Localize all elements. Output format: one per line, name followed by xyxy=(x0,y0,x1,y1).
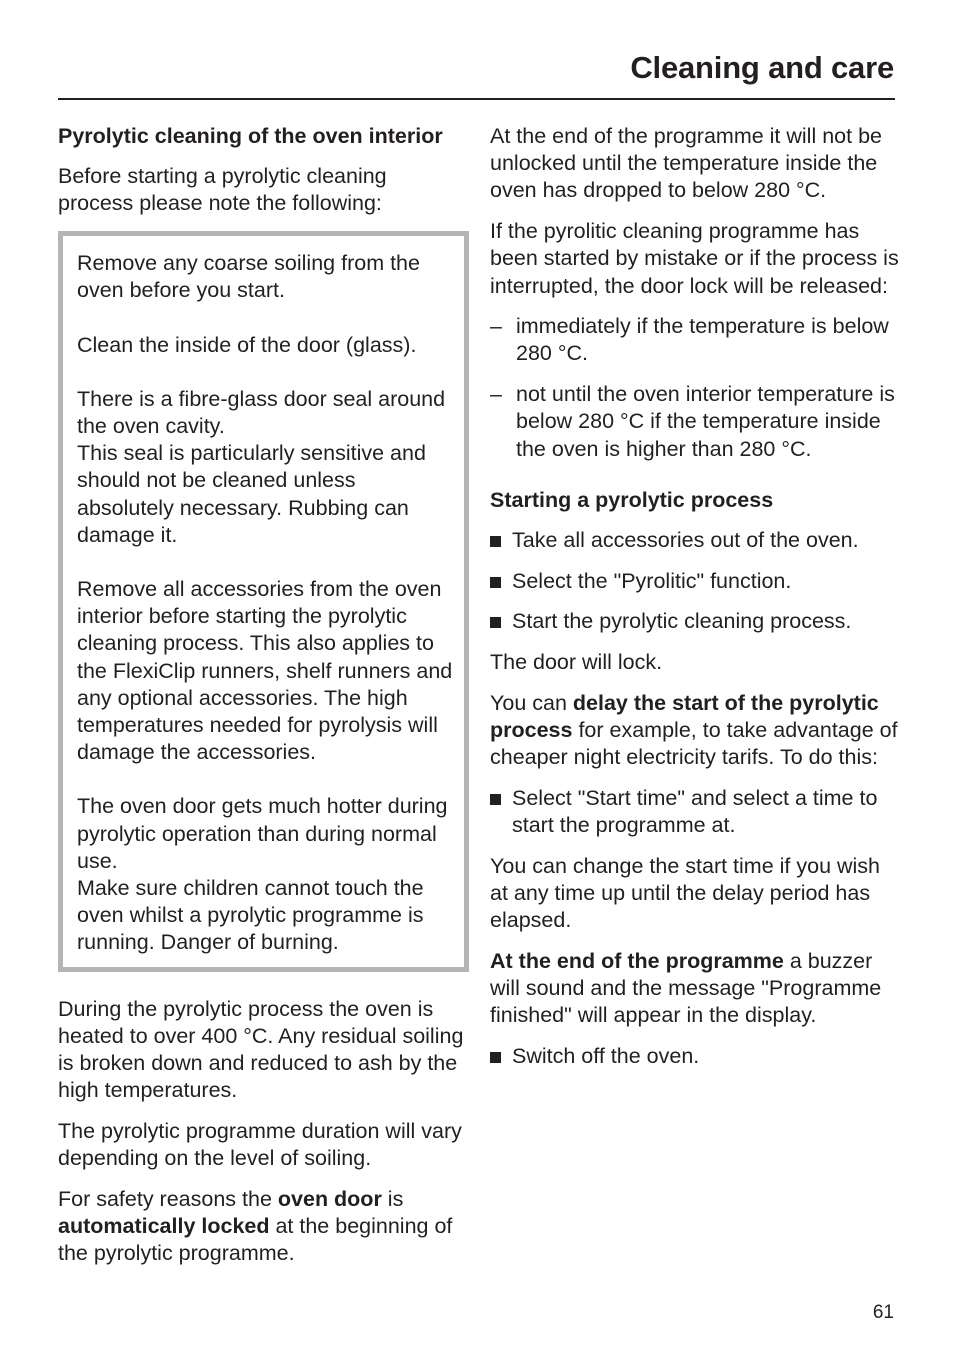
warning-remove-accessories: Remove all accessories from the oven interior before starting the pyrolytic cleaning process. This also applies to the FlexiClip runners, shelf runners and any optional accessories. The high temperatures needed for pyrolysis will damage the accessories. xyxy=(77,576,453,765)
warning-clean-door-glass: Clean the inside of the door (glass). xyxy=(77,332,417,357)
warning-coarse-soiling: Remove any coarse soiling from the oven before you start. xyxy=(77,251,420,303)
release-conditions-list xyxy=(490,313,900,463)
right-column xyxy=(490,123,900,1084)
paragraph-heating: During the pyrolytic process the oven is heated to over 400 °C. Any residual soiling is broken down and reduced to ash by the high temperatures. xyxy=(58,996,464,1103)
delay-steps-list xyxy=(490,785,900,839)
list-item xyxy=(490,313,900,367)
section-heading-pyrolytic-cleaning: Pyrolytic cleaning of the oven interior xyxy=(58,124,443,148)
left-column xyxy=(58,123,466,1281)
text-run: is xyxy=(381,1186,404,1211)
paragraph-end-of-programme xyxy=(490,948,900,1030)
step-text: Take all accessories out of the oven. xyxy=(512,527,859,552)
text-run: for example, to take advantage of cheaper night electricity tarifs. To do this: xyxy=(490,717,898,770)
square-bullet-icon xyxy=(490,794,501,805)
paragraph-door-will-lock: The door will lock. xyxy=(490,650,663,675)
step-text: Switch off the oven. xyxy=(512,1043,700,1068)
dash-marker: – xyxy=(490,314,502,339)
step-item xyxy=(490,785,900,839)
warning-door-hot xyxy=(77,793,454,956)
paragraph-duration: The pyrolytic programme duration will vary depending on the level of soiling. xyxy=(58,1118,462,1171)
square-bullet-icon xyxy=(490,536,501,547)
step-item xyxy=(490,568,900,595)
warning-door-seal-line2: This seal is particularly sensitive and should not be cleaned unless absolutely necessary. Rubbing can damage it. xyxy=(77,441,426,547)
text-run: a buzzer will sound and the message "Programme finished" will appear in the display. xyxy=(490,948,882,1028)
paragraph-lock-release: If the pyrolitic cleaning programme has been started by mistake or if the process is interrupted, the door lock will be released: xyxy=(490,219,899,298)
square-bullet-icon xyxy=(490,577,501,588)
list-item-text: immediately if the temperature is below 280 °C. xyxy=(516,314,889,366)
paragraph-delay-start xyxy=(490,690,900,772)
page-number: 61 xyxy=(872,1302,894,1323)
intro-paragraph: Before starting a pyrolytic cleaning process please note the following: xyxy=(58,164,387,216)
bold-run: oven door xyxy=(277,1186,382,1211)
warning-door-hot-line2: Make sure children cannot touch the oven whilst a pyrolytic programme is running. Danger of burning. xyxy=(77,875,424,955)
step-item xyxy=(490,1043,900,1070)
warning-door-seal-line1: There is a fibre-glass door seal around the oven cavity. xyxy=(77,386,446,438)
paragraph-door-locked xyxy=(58,1186,466,1268)
paragraph-change-start-time: You can change the start time if you wish at any time up until the delay period has elapsed. xyxy=(490,853,881,933)
section-heading-starting: Starting a pyrolytic process xyxy=(490,487,774,512)
page-title: Cleaning and care xyxy=(630,50,894,85)
step-text: Start the pyrolytic cleaning process. xyxy=(512,609,852,634)
step-text: Select the "Pyrolitic" function. xyxy=(512,568,792,593)
warning-door-hot-line1: The oven door gets much hotter during pyrolytic operation than during normal use. xyxy=(77,794,448,873)
header-divider xyxy=(58,98,895,100)
bold-run: At the end of the programme xyxy=(490,948,784,973)
warning-door-seal xyxy=(77,386,454,549)
paragraph-unlock: At the end of the programme it will not be unlocked until the temperature inside the oven has dropped to below 280 °C. xyxy=(490,124,882,203)
square-bullet-icon xyxy=(490,1052,501,1063)
step-item xyxy=(490,608,900,635)
warning-box xyxy=(58,231,469,971)
bold-run: automatically locked xyxy=(58,1214,270,1238)
dash-marker: – xyxy=(490,382,502,407)
text-run: For safety reasons the xyxy=(58,1186,278,1211)
list-item-text: not until the oven interior temperature is below 280 °C if the temperature inside the oven is higher than 280 °C. xyxy=(516,382,895,461)
final-steps-list xyxy=(490,1043,900,1070)
step-text: Select "Start time" and select a time to start the programme at. xyxy=(512,785,878,838)
square-bullet-icon xyxy=(490,617,501,628)
step-item xyxy=(490,527,900,554)
text-run: You can xyxy=(490,690,573,715)
list-item xyxy=(490,381,900,463)
text-run: at the beginning of the pyrolytic programme. xyxy=(58,1214,453,1266)
bold-run: delay the start of the pyrolytic process xyxy=(490,690,879,742)
start-steps-list xyxy=(490,527,900,636)
